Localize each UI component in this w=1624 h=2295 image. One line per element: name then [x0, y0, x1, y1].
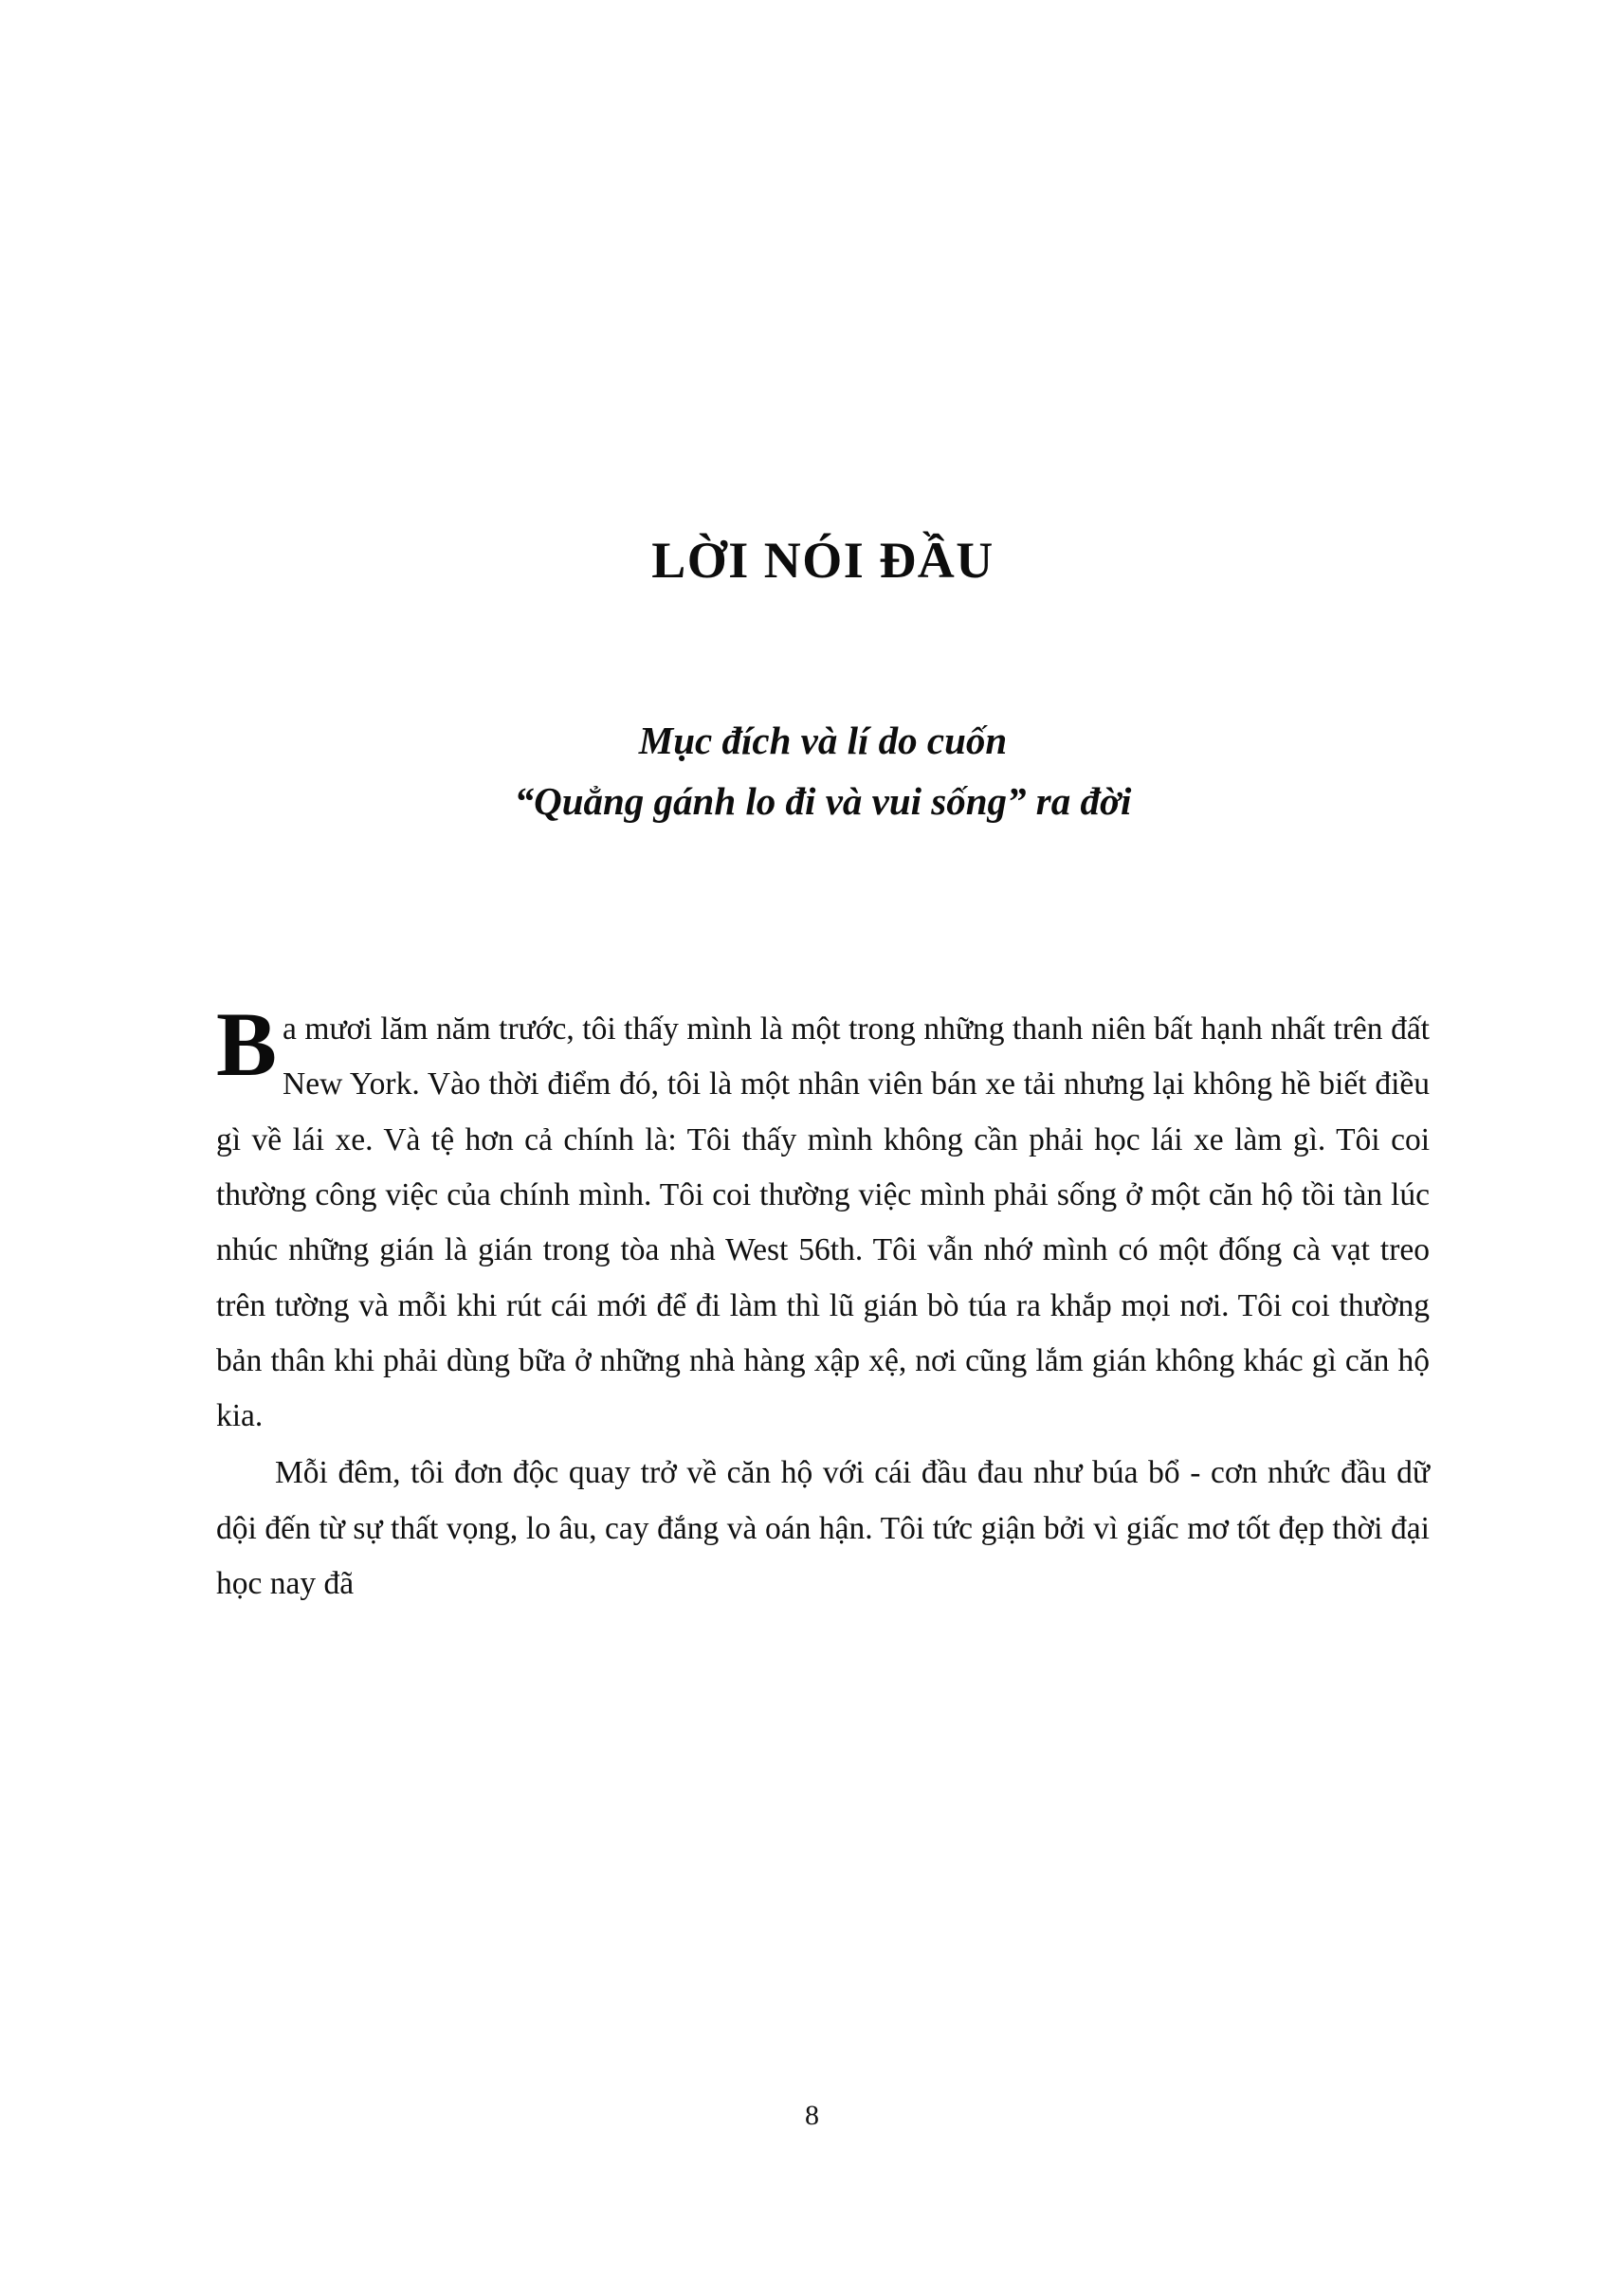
subtitle-block — [216, 711, 1430, 831]
paragraph-first — [216, 993, 1430, 1444]
paragraph-second: Mỗi đêm, tôi đơn độc quay trở về căn hộ với cái đầu đau như búa bổ - cơn nhức đầu dữ dội đến từ sự thất vọng, lo âu, cay đắng và oán hận. Tôi tức giận bởi vì giấc mơ tốt đẹp thời đại học nay đã — [216, 1455, 1430, 1601]
page-number: 8 — [805, 2100, 819, 2131]
page-content — [216, 531, 1430, 1612]
paragraph-first-text: a mươi lăm năm trước, tôi thấy mình là một trong những thanh niên bất hạnh nhất trên đất New York. Vào thời điểm đó, tôi là một nhân viên bán xe tải nhưng lại không hề biết điều gì về lái xe. Và tệ hơn cả chính là: Tôi thấy mình không cần phải học lái xe làm gì. Tôi coi thường công việc của chính mình. Tôi coi thường việc mình phải sống ở một căn hộ tồi tàn lúc nhúc những gián là gián trong tòa nhà West 56th. Tôi vẫn nhớ mình có một đống cà vạt treo trên tường và mỗi khi rút cái mới để đi làm thì lũ gián bò túa ra khắp mọi nơi. Tôi coi thường bản thân khi phải dùng bữa ở những nhà hàng xập xệ, nơi cũng lắm gián không khác gì căn hộ kia. — [216, 1011, 1430, 1434]
subtitle-line-1: Mục đích và lí do cuốn — [638, 719, 1008, 762]
drop-cap: B — [216, 993, 278, 1096]
body-text — [216, 993, 1430, 1612]
subtitle-line-2: “Quẳng gánh lo đi và vui sống” ra đời — [514, 778, 1132, 823]
page-title: LỜI NÓI ĐẦU — [651, 532, 994, 589]
